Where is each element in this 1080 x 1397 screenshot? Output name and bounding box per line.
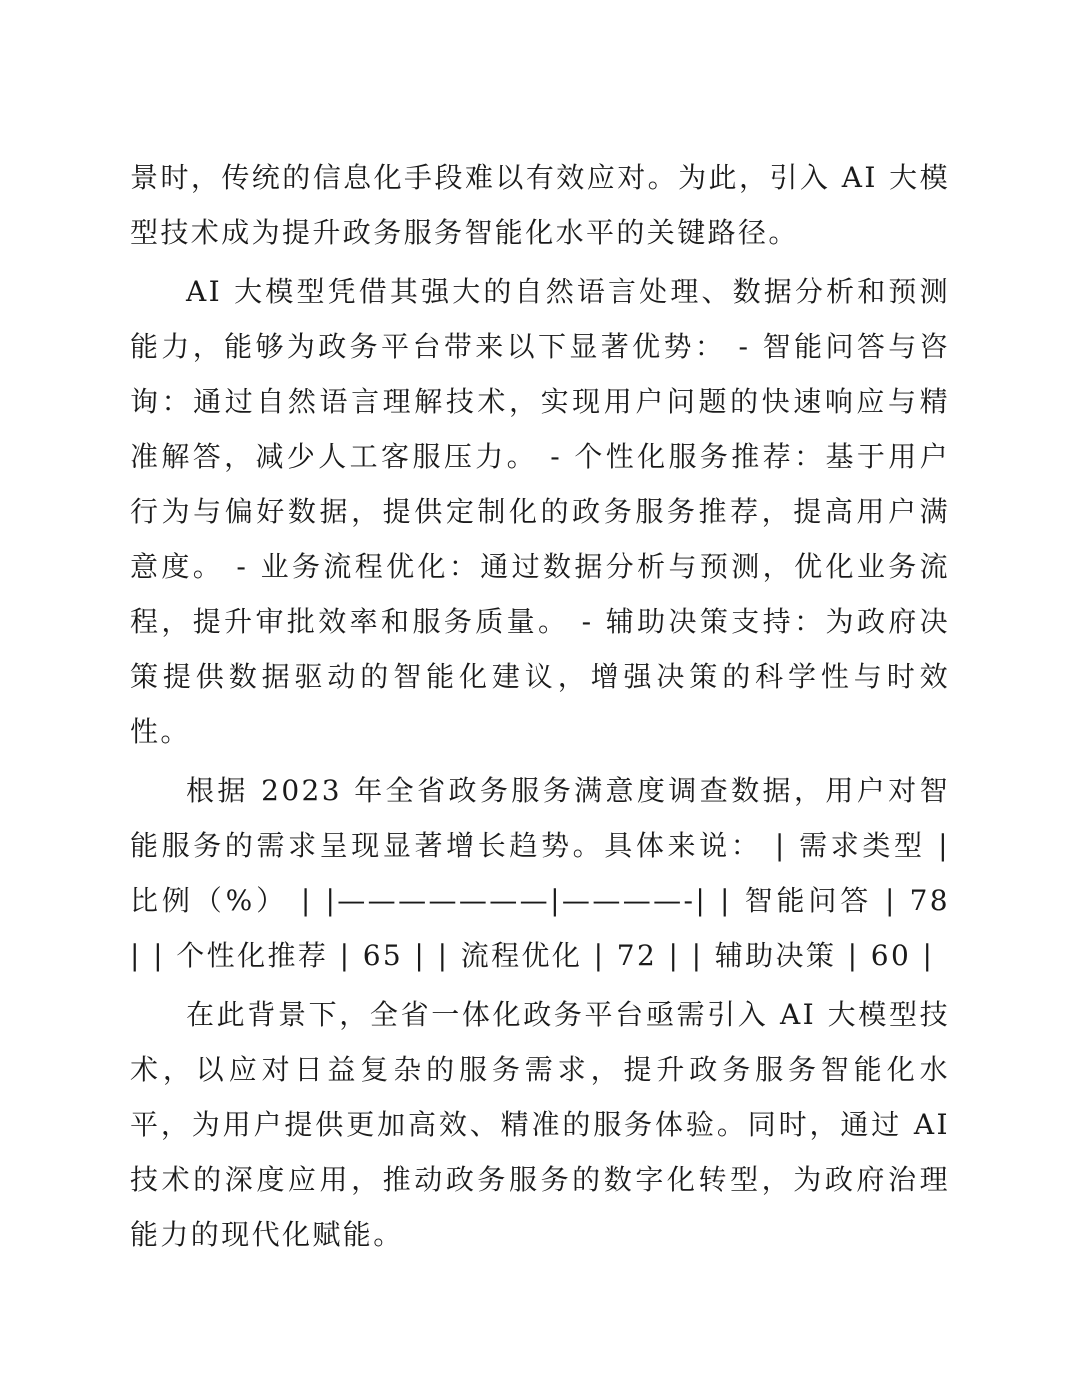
body-text (130, 150, 950, 1266)
paragraph-4: 在此背景下，全省一体化政务平台亟需引入 AI 大模型技术，以应对日益复杂的服务需求，提升政务服务智能化水平，为用户提供更加高效、精准的服务体验。同时，通过 AI 技术的深度应用，推动政务服务的数字化转型，为政府治理能力的现代化赋能。 (130, 998, 950, 1251)
paragraph-2: AI 大模型凭借其强大的自然语言处理、数据分析和预测能力，能够为政务平台带来以下显著优势： - 智能问答与咨询：通过自然语言理解技术，实现用户问题的快速响应与精准解答，减少人工客服压力。 - 个性化服务推荐：基于用户行为与偏好数据，提供定制化的政务服务推荐，提高用户满意度。 - 业务流程优化：通过数据分析与预测，优化业务流程，提升审批效率和服务质量。 - 辅助决策支持：为政府决策提供数据驱动的智能化建议，增强决策的科学性与时效性。 (130, 275, 950, 748)
paragraph-3: 根据 2023 年全省政务服务满意度调查数据，用户对智能服务的需求呈现显著增长趋势。具体来说： | 需求类型 | 比例（%） | |———————|————-| | 智能问答 | 78 | | 个性化推荐 | 65 | | 流程优化 | 72 | | 辅助决策 | 60 | (130, 774, 950, 972)
paragraph-1: 景时，传统的信息化手段难以有效应对。为此，引入 AI 大模型技术成为提升政务服务智能化水平的关键路径。 (130, 161, 950, 249)
